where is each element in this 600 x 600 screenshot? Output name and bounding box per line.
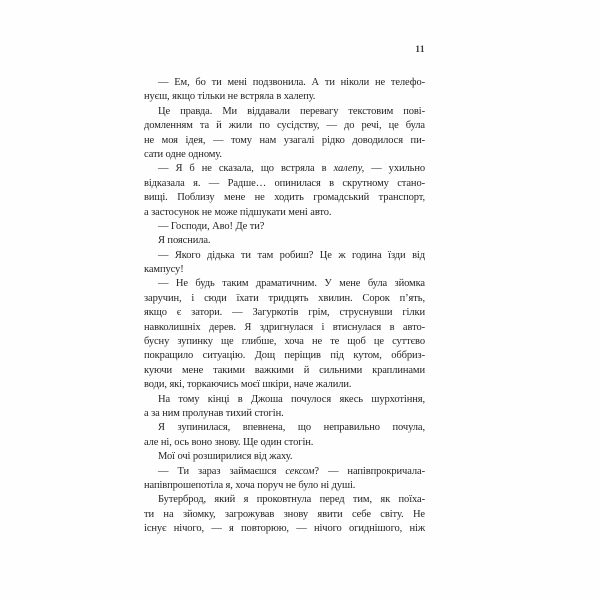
book-text-line: ти на зйомку, загрожував знову явити себе світу. Не [144,508,425,520]
book-text-line: напівпрошепотіла я, хоча поруч не було ні душі. [144,479,356,491]
book-text-line: не моя ідея, — тому нам узагалі рідко доводилося пи- [144,134,425,146]
book-text-line: а застосунок не може підшукати мені авто. [144,206,332,218]
book-text-line: нуєш, якщо тільки не встряла в халепу. [144,91,316,103]
book-text-line: покращило ситуацію. Дощ періщив під кутом, оббриз- [144,350,425,362]
italic-word: халепу, [333,163,365,175]
book-text-line: бусну зупинку ще глибше, хоча не те щоб це суттєво [144,336,425,348]
book-text-line: води, які, торкаючись моєї шкіри, наче жалили. [144,379,352,391]
book-text-line: Мої очі розширилися від жаху. [158,451,293,463]
line-text: ? — напівпрокричала- [314,465,425,477]
book-text-line: Це правда. Ми віддавали перевагу текстовим пові- [158,105,425,117]
book-text-line: але ні, ось воно знову. Ще один стогін. [144,436,314,448]
book-text-line: кампусу! [144,264,184,276]
book-text-line: заручин, і сюди їхати тридцять хвилин. Сорок п’ять, [144,292,425,304]
book-text-line: а за ним пролунав тихий стогін. [144,407,284,419]
line-text: — Ти зараз займаєшся [158,465,286,477]
line-text: — ухильно [364,163,425,175]
book-text-line: вищі. Поблизу мене не ходить громадський транспорт, [144,192,425,204]
body-text [144,76,425,537]
book-text-line [144,465,425,479]
page-number: 11 [415,45,425,55]
italic-word: сексом [285,465,315,477]
book-text-line: домленням та й жили по сусідству, — до речі, це була [144,120,425,132]
book-text-line: Я пояснила. [158,235,211,247]
book-text-line: Бутерброд, який я проковтнула перед тим, як поїха- [158,494,425,506]
book-text-line: — Ем, бо ти мені подзвонила. А ти ніколи не телефо- [158,77,425,88]
book-text-line: існує нічого, — я повторюю, — нічого огиднішого, ніж [144,523,425,535]
line-text: — Я б не сказала, що встряла в [158,163,334,175]
book-text-line [144,162,425,176]
book-text-line: — Не будь таким драматичним. У мене була зйомка [158,278,425,290]
book-text-line: — Господи, Аво! Де ти? [158,220,265,232]
book-text-line: навколишніх дерев. Я здригнулася і втиснулася в авто- [144,321,425,333]
book-text-line: куючи мене такими важкими й сильними краплинами [144,364,425,376]
book-text-line: Я зупинилася, впевнена, що неправильно почула, [158,422,425,434]
book-text-line: відказала я. — Радше… опинилася в скрутному стано- [144,177,425,189]
book-text-line: — Якого дідька ти там робиш? Це ж година їзди від [158,249,425,261]
book-text-line: На тому кінці в Джоша почулося якесь шурхотіння, [158,393,425,405]
book-text-line: якщо є затори. — Загуркотів грім, струснувши гілки [144,307,425,319]
book-text-line: сати одне одному. [144,148,222,160]
